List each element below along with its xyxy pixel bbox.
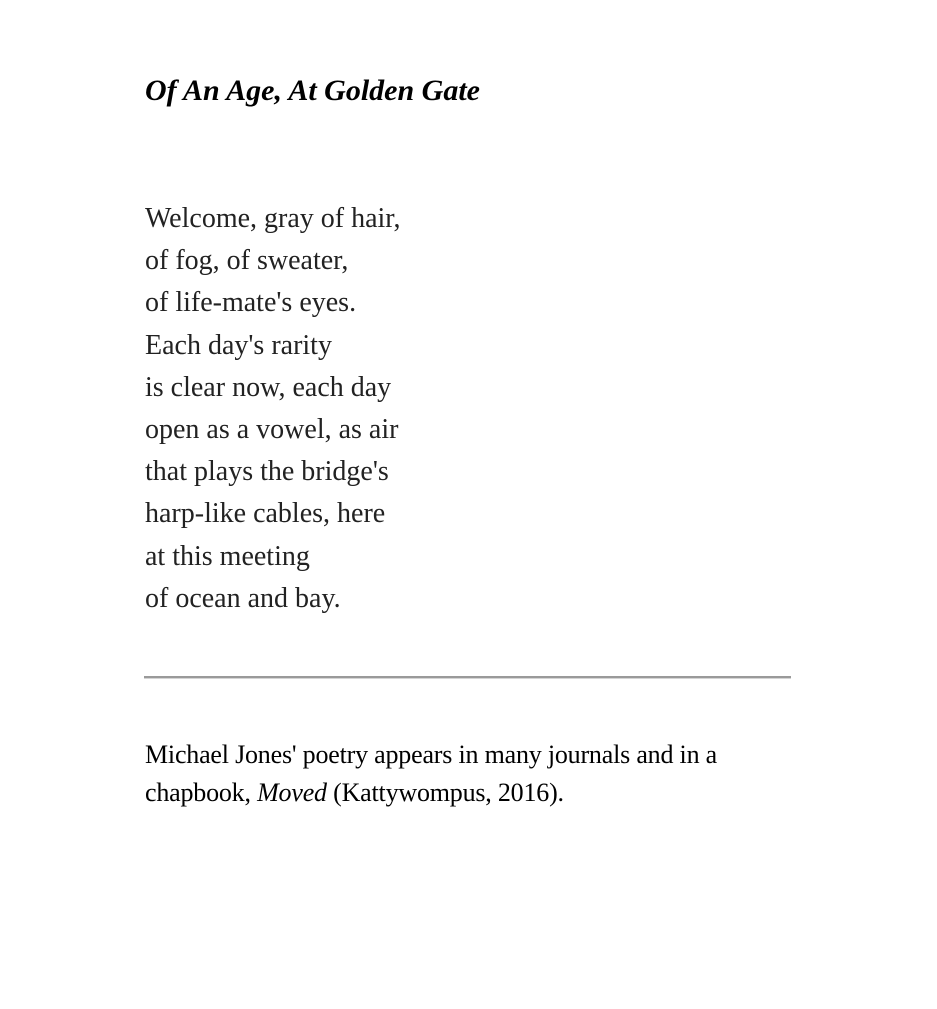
author-bio: [145, 736, 805, 812]
poem-title: Of An Age, At Golden Gate: [145, 74, 480, 107]
poem-line: at this meeting: [145, 540, 310, 572]
poem-line: of life-mate's eyes.: [145, 287, 357, 319]
poem-line: of ocean and bay.: [145, 582, 341, 614]
book-title: Moved: [257, 778, 327, 807]
poem-line: of fog, of sweater,: [145, 245, 349, 277]
horizontal-divider: [144, 676, 791, 679]
poem-line: is clear now, each day: [145, 371, 392, 403]
bio-text: Michael Jones' poetry appears in many journals and in a chapbook,: [145, 740, 718, 807]
poem-body: [145, 198, 401, 620]
poem-line: that plays the bridge's: [145, 456, 389, 488]
bio-publisher: (Kattywompus, 2016).: [326, 778, 564, 807]
poem-line: open as a vowel, as air: [145, 414, 399, 446]
poem-line: Welcome, gray of hair,: [145, 203, 401, 234]
poem-line: Each day's rarity: [145, 329, 332, 361]
poem-line: harp-like cables, here: [145, 498, 386, 530]
